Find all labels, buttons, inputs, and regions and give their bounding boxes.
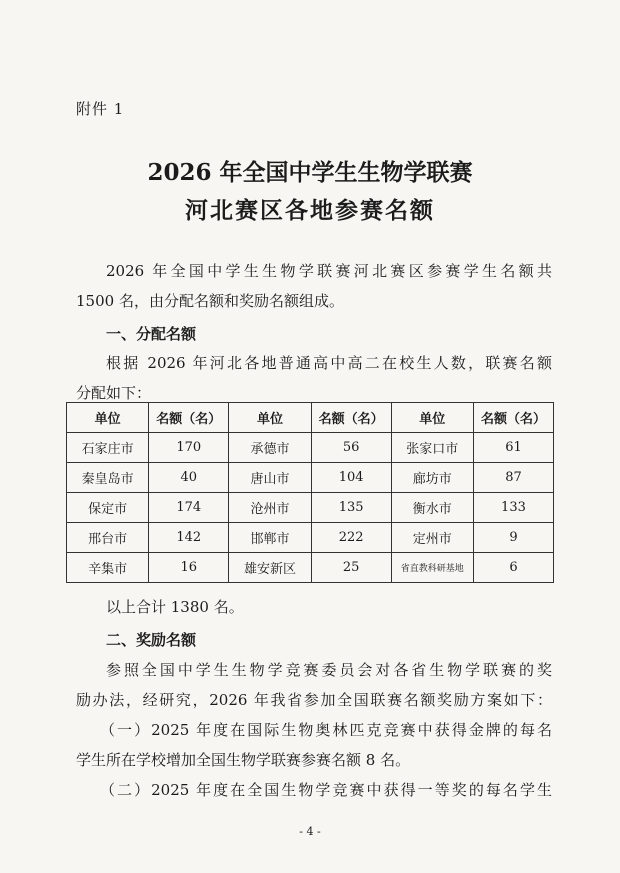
attachment-label: 附件 1: [76, 100, 125, 118]
table-cell: 邢台市: [67, 523, 149, 553]
table-header-cell: 单位: [67, 403, 149, 433]
table-row: [67, 523, 554, 553]
table-cell: 辛集市: [67, 553, 149, 583]
table-cell: 174: [149, 493, 229, 523]
section-heading-allocation: 一、分配名额: [106, 325, 197, 343]
section-heading-reward: 二、奖励名额: [106, 631, 197, 649]
table-cell: 衡水市: [391, 493, 473, 523]
table-cell: 保定市: [67, 493, 149, 523]
table-cell: 104: [311, 463, 391, 493]
table-cell: 56: [311, 433, 391, 463]
title-line-1: 2026 年全国中学生生物学联赛: [147, 159, 473, 186]
reward-line-2: 励办法，经研究，2026 年我省参加全国联赛名额奖励方案如下：: [76, 691, 552, 709]
title-line-2: 河北赛区各地参赛名额: [185, 197, 435, 224]
table-cell: 87: [473, 463, 553, 493]
table-header-cell: 单位: [229, 403, 311, 433]
table-row: [67, 463, 554, 493]
table-cell: 雄安新区: [229, 553, 311, 583]
table-header-cell: 名额（名）: [473, 403, 553, 433]
table-header-cell: 名额（名）: [311, 403, 391, 433]
table-cell: 135: [311, 493, 391, 523]
table-cell: 61: [473, 433, 553, 463]
table-cell: 石家庄市: [67, 433, 149, 463]
table-cell: 省直教科研基地: [391, 553, 473, 583]
table-cell: 133: [473, 493, 553, 523]
table-cell: 沧州市: [229, 493, 311, 523]
total-line: 以上合计 1380 名。: [106, 598, 244, 616]
intro-line-2: 1500 名，由分配名额和奖励名额组成。: [76, 292, 344, 310]
table-cell: 40: [149, 463, 229, 493]
table-cell: 张家口市: [391, 433, 473, 463]
quota-table: [66, 402, 554, 583]
table-cell: 秦皇岛市: [67, 463, 149, 493]
table-row: [67, 553, 554, 583]
table-cell: 142: [149, 523, 229, 553]
item-1-line-1: （一）2025 年度在国际生物奥林匹克竞赛中获得金牌的每名: [100, 721, 552, 739]
table-cell: 25: [311, 553, 391, 583]
item-1-line-2: 学生所在学校增加全国生物学联赛参赛名额 8 名。: [76, 751, 411, 769]
table-header-cell: 名额（名）: [149, 403, 229, 433]
intro-line-1: 2026 年全国中学生生物学联赛河北赛区参赛学生名额共: [106, 262, 552, 280]
table-cell: 9: [473, 523, 553, 553]
reward-line-1: 参照全国中学生生物学竞赛委员会对各省生物学联赛的奖: [106, 661, 552, 679]
table-cell: 承德市: [229, 433, 311, 463]
table-cell: 170: [149, 433, 229, 463]
table-row: [67, 493, 554, 523]
table-cell: 廊坊市: [391, 463, 473, 493]
item-2-line-1: （二）2025 年度在全国生物学竞赛中获得一等奖的每名学生: [100, 781, 552, 799]
table-cell: 邯郸市: [229, 523, 311, 553]
table-header-row: [67, 403, 554, 433]
table-cell: 定州市: [391, 523, 473, 553]
allocation-line-1: 根据 2026 年河北各地普通高中高二在校生人数，联赛名额: [106, 354, 552, 372]
table-header-cell: 单位: [391, 403, 473, 433]
allocation-line-2: 分配如下：: [76, 384, 152, 402]
table-cell: 6: [473, 553, 553, 583]
table-row: [67, 433, 554, 463]
page-number: - 4 -: [299, 825, 321, 838]
table-cell: 唐山市: [229, 463, 311, 493]
table-cell: 222: [311, 523, 391, 553]
table-cell: 16: [149, 553, 229, 583]
